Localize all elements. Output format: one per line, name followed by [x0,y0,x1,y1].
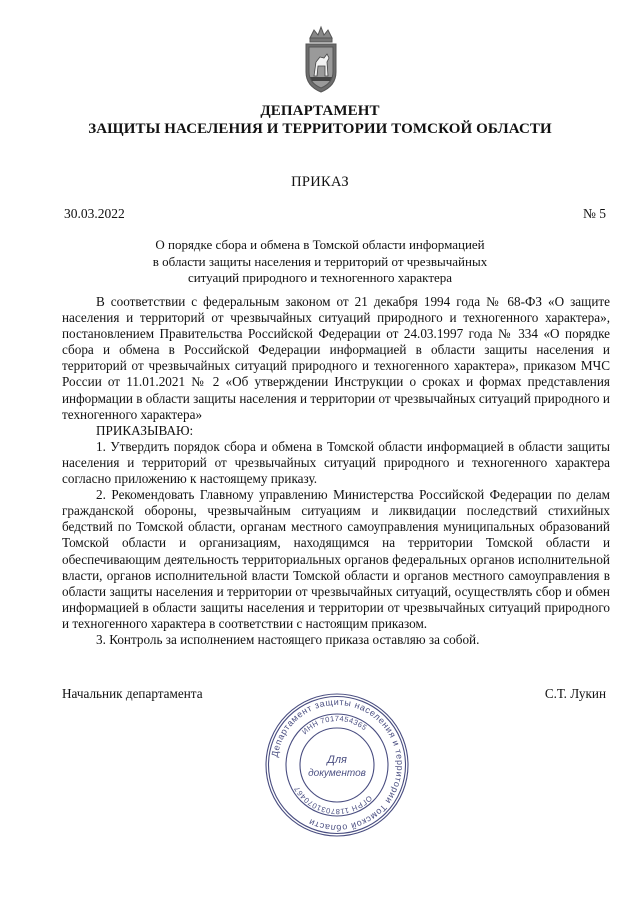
org-title-line2: ЗАЩИТЫ НАСЕЛЕНИЯ И ТЕРРИТОРИИ ТОМСКОЙ ОБЛАСТИ [88,121,552,137]
order-date: 30.03.2022 [64,206,125,221]
signer-position: Начальник департамента [62,686,203,701]
preamble-paragraph: В соответствии с федеральным законом от 21 декабря 1994 года № 68-ФЗ «О защите населения и территорий от чрезвычайных ситуаций природного и техногенного характера», постановлением Правительства Российской Федерации от 24.03.1997 года № 334 «О порядке сбора и обмена в Российской Федерации информацией в области защиты населения и территорий от чрезвычайных ситуаций природного и техногенного характера», приказом МЧС России от 11.01.2021 № 2 «Об утверждении Инструкции о сроках и формах представления информации в области защиты населения и территории от чрезвычайных ситуаций природного и техногенного характера» [62,294,610,422]
order-subject [140,237,500,287]
stamp-center-line1: Для [327,754,347,766]
order-number: № 5 [582,206,606,221]
stamp-ogrn-text: ОГРН 1187031070467 [292,784,374,817]
subject-line2: в области защиты населения и территорий от чрезвычайных [152,253,488,269]
signer-name: С.Т. Лукин [544,686,606,701]
svg-text:ИНН 7017454365 [300,714,369,736]
tomsk-coat-of-arms-icon [300,24,342,96]
stamp-center-line2: документов [308,768,366,779]
subject-line3: ситуаций природного и техногенного характера [187,270,453,285]
order-item-1: 1. Утвердить порядок сбора и обмена в Томской области информацией в области защиты населения и территорий от чрезвычайных ситуаций природного и техногенного характера согласно приложению к настоящему приказу. [62,438,610,487]
order-body [62,294,610,648]
order-item-3: 3. Контроль за исполнением настоящего приказа оставляю за собой. [96,631,480,647]
decree-heading: ПРИКАЗЫВАЮ: [96,422,194,438]
subject-line1: О порядке сбора и обмена в Томской области информацией [155,237,485,252]
order-title: ПРИКАЗ [291,174,349,190]
order-item-2: 2. Рекомендовать Главному управлению Министерства Российской Федерации по делам гражданской обороны, чрезвычайным ситуациям и ликвидации последствий стихийных бедствий по Томской области, органам местного самоуправления муниципальных образований Томской области и организациям, находящимся на территории Томской области и обеспечивающим деятельность территориальных органов федеральных органов исполнительной власти, органов исполнительной власти Томской области и органов местного самоуправления в области защиты населения и территории от чрезвычайных ситуаций, осуществлять сбор и обмен информацией в области защиты населения и территории от чрезвычайных ситуаций природного и техногенного характера в соответствии с настоящим приказом. [62,487,610,631]
stamp-outer-ring-text: Департамент защиты населения и территории Томской области [269,696,406,834]
org-title-line1: ДЕПАРТАМЕНТ [260,103,380,119]
official-seal-stamp [262,690,412,840]
svg-text:ОГРН 1187031070467 [292,785,374,816]
stamp-inn-text: ИНН 7017454365 [300,713,369,737]
